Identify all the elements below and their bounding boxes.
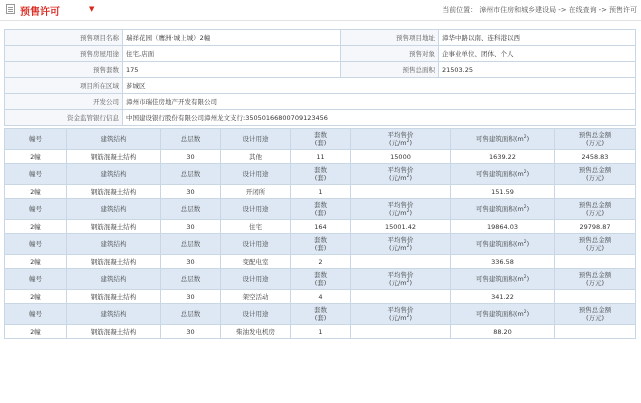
sets-label: 套数 <box>314 306 327 314</box>
sets-label: 套数 <box>314 236 327 244</box>
column-header-total <box>555 234 636 255</box>
table-header-row <box>5 304 636 325</box>
price-unit-suffix: ) <box>409 139 412 147</box>
column-header-structure: 建筑结构 <box>67 164 161 185</box>
project-address-label: 预售项目地址 <box>341 30 439 46</box>
column-header-floors: 总层数 <box>161 269 221 290</box>
cell-sets: 2 <box>291 255 351 269</box>
cell-price: 15001.42 <box>351 220 451 234</box>
price-label: 平均售价 <box>387 271 414 279</box>
area-unit-sup: 2 <box>523 274 527 280</box>
cell-structure: 钢筋混凝土结构 <box>67 290 161 304</box>
project-name-label: 预售项目名称 <box>5 30 123 46</box>
cell-sets: 1 <box>291 185 351 199</box>
cell-area: 341.22 <box>451 290 555 304</box>
total-label: 预售总金额 <box>578 306 612 314</box>
developer-label: 开发公司 <box>5 94 123 110</box>
cell-area: 19864.03 <box>451 220 555 234</box>
breadcrumb-prefix: 当前位置： <box>442 6 478 14</box>
cell-building: 2幢 <box>5 185 67 199</box>
house-use-label: 预售房屋用途 <box>5 46 123 62</box>
area-unit-prefix: 可售建筑面积(m <box>475 170 524 178</box>
units-label: 预售套数 <box>5 62 123 78</box>
price-unit-suffix: ) <box>409 209 412 217</box>
column-header-structure: 建筑结构 <box>67 129 161 150</box>
total-unit: (万元) <box>585 139 605 147</box>
sets-label: 套数 <box>314 166 327 174</box>
sets-unit: (套) <box>314 279 327 287</box>
info-row <box>5 30 636 46</box>
total-label: 预售总金额 <box>578 131 612 139</box>
column-header-price <box>351 199 451 220</box>
column-header-price <box>351 304 451 325</box>
price-unit-sup: 2 <box>406 138 410 144</box>
bank-label: 资金监管银行信息 <box>5 110 123 126</box>
cell-floors: 30 <box>161 150 221 164</box>
column-header-price <box>351 164 451 185</box>
cell-structure: 钢筋混凝土结构 <box>67 150 161 164</box>
table-header-row <box>5 234 636 255</box>
cell-area: 1639.22 <box>451 150 555 164</box>
table-row <box>5 255 636 269</box>
price-unit-suffix: ) <box>409 314 412 322</box>
total-label: 预售总金额 <box>578 236 612 244</box>
area-unit-suffix: ) <box>526 240 530 248</box>
cell-floors: 30 <box>161 185 221 199</box>
column-header-area <box>451 269 555 290</box>
price-unit-prefix: (元/m <box>389 209 407 217</box>
price-unit-prefix: (元/m <box>389 244 407 252</box>
price-label: 平均售价 <box>387 166 414 174</box>
breadcrumb-item[interactable]: 漳州市住房和城乡建设局 <box>479 6 557 14</box>
area-unit-suffix: ) <box>526 310 530 318</box>
area-unit-prefix: 可售建筑面积(m <box>475 275 524 283</box>
cell-price <box>351 325 451 339</box>
cell-sets: 11 <box>291 150 351 164</box>
sets-unit: (套) <box>314 174 327 182</box>
column-header-structure: 建筑结构 <box>67 304 161 325</box>
sets-unit: (套) <box>314 209 327 217</box>
price-unit-sup: 2 <box>406 208 410 214</box>
area-unit-sup: 2 <box>523 169 527 175</box>
table-row <box>5 150 636 164</box>
column-header-building: 幢号 <box>5 199 67 220</box>
info-row <box>5 94 636 110</box>
price-label: 平均售价 <box>387 201 414 209</box>
column-header-usage: 设计用途 <box>221 304 291 325</box>
info-row <box>5 62 636 78</box>
price-unit-suffix: ) <box>409 244 412 252</box>
cell-usage: 柴油发电机房 <box>221 325 291 339</box>
cell-price <box>351 185 451 199</box>
cell-usage: 开闭所 <box>221 185 291 199</box>
cell-total <box>555 255 636 269</box>
total-unit: (万元) <box>585 279 605 287</box>
column-header-usage: 设计用途 <box>221 199 291 220</box>
cell-usage: 住宅 <box>221 220 291 234</box>
cell-sets: 1 <box>291 325 351 339</box>
cell-area: 336.58 <box>451 255 555 269</box>
area-unit-suffix: ) <box>526 135 530 143</box>
project-address-value: 漳华中路以南、连科港以西 <box>439 30 636 46</box>
price-label: 平均售价 <box>387 131 414 139</box>
table-row <box>5 290 636 304</box>
column-header-structure: 建筑结构 <box>67 269 161 290</box>
project-name-value: 瑞祥花园（鹰洲·城上城）2幢 <box>123 30 341 46</box>
district-value: 芗城区 <box>123 78 636 94</box>
price-unit-suffix: ) <box>409 279 412 287</box>
cell-area: 151.59 <box>451 185 555 199</box>
cell-building: 2幢 <box>5 325 67 339</box>
total-unit: (万元) <box>585 244 605 252</box>
area-unit-suffix: ) <box>526 275 530 283</box>
column-header-usage: 设计用途 <box>221 129 291 150</box>
column-header-sets <box>291 199 351 220</box>
price-unit-sup: 2 <box>406 173 410 179</box>
column-header-building: 幢号 <box>5 164 67 185</box>
cell-structure: 钢筋混凝土结构 <box>67 185 161 199</box>
bank-value: 中国建设银行股份有限公司漳州龙文支行:35050166800709123456 <box>123 110 636 126</box>
column-header-floors: 总层数 <box>161 164 221 185</box>
total-unit: (万元) <box>585 174 605 182</box>
cell-usage: 架空活动 <box>221 290 291 304</box>
column-header-usage: 设计用途 <box>221 164 291 185</box>
cell-structure: 钢筋混凝土结构 <box>67 325 161 339</box>
cell-floors: 30 <box>161 255 221 269</box>
table-header-row <box>5 199 636 220</box>
cell-building: 2幢 <box>5 255 67 269</box>
breadcrumb-separator: -> <box>558 6 567 14</box>
cell-total <box>555 185 636 199</box>
column-header-usage: 设计用途 <box>221 234 291 255</box>
area-unit-prefix: 可售建筑面积(m <box>475 310 524 318</box>
cell-total <box>555 325 636 339</box>
area-unit-sup: 2 <box>523 309 527 315</box>
column-header-sets <box>291 164 351 185</box>
column-header-building: 幢号 <box>5 269 67 290</box>
column-header-price <box>351 129 451 150</box>
area-unit-prefix: 可售建筑面积(m <box>475 240 524 248</box>
area-unit-suffix: ) <box>526 205 530 213</box>
column-header-structure: 建筑结构 <box>67 234 161 255</box>
sets-unit: (套) <box>314 244 327 252</box>
column-header-sets <box>291 304 351 325</box>
column-header-price <box>351 269 451 290</box>
price-unit-prefix: (元/m <box>389 139 407 147</box>
column-header-area <box>451 234 555 255</box>
cell-building: 2幢 <box>5 220 67 234</box>
developer-value: 漳州市瑞佳房地产开发有限公司 <box>123 94 636 110</box>
column-header-floors: 总层数 <box>161 129 221 150</box>
price-unit-sup: 2 <box>406 313 410 319</box>
area-unit-suffix: ) <box>526 170 530 178</box>
cell-sets: 4 <box>291 290 351 304</box>
target-value: 企事业单位、团体、个人 <box>439 46 636 62</box>
content-area <box>4 29 636 339</box>
house-use-value: 住宅,店面 <box>123 46 341 62</box>
table-header-row <box>5 129 636 150</box>
cell-structure: 钢筋混凝土结构 <box>67 220 161 234</box>
column-header-building: 幢号 <box>5 129 67 150</box>
column-header-structure: 建筑结构 <box>67 199 161 220</box>
sets-label: 套数 <box>314 271 327 279</box>
info-row <box>5 110 636 126</box>
price-unit-prefix: (元/m <box>389 174 407 182</box>
column-header-sets <box>291 129 351 150</box>
cell-building: 2幢 <box>5 150 67 164</box>
area-unit-sup: 2 <box>523 204 527 210</box>
cell-floors: 30 <box>161 220 221 234</box>
breadcrumb-item: 预售许可 <box>609 6 637 14</box>
units-value: 175 <box>123 62 341 78</box>
price-unit-suffix: ) <box>409 174 412 182</box>
table-row <box>5 325 636 339</box>
column-header-usage: 设计用途 <box>221 269 291 290</box>
column-header-total <box>555 129 636 150</box>
building-units-table <box>4 128 636 339</box>
total-unit: (万元) <box>585 209 605 217</box>
total-label: 预售总金额 <box>578 271 612 279</box>
cell-total: 29798.87 <box>555 220 636 234</box>
column-header-price <box>351 234 451 255</box>
project-info-table <box>4 29 636 126</box>
cell-building: 2幢 <box>5 290 67 304</box>
sets-label: 套数 <box>314 131 327 139</box>
column-header-area <box>451 164 555 185</box>
column-header-floors: 总层数 <box>161 234 221 255</box>
district-label: 项目所在区域 <box>5 78 123 94</box>
column-header-sets <box>291 234 351 255</box>
sets-unit: (套) <box>314 314 327 322</box>
info-row <box>5 78 636 94</box>
total-unit: (万元) <box>585 314 605 322</box>
sets-unit: (套) <box>314 139 327 147</box>
cell-price <box>351 290 451 304</box>
table-row <box>5 220 636 234</box>
price-label: 平均售价 <box>387 236 414 244</box>
area-unit-sup: 2 <box>523 134 527 140</box>
table-row <box>5 185 636 199</box>
area-unit-prefix: 可售建筑面积(m <box>475 135 524 143</box>
target-label: 预售对象 <box>341 46 439 62</box>
area-unit-prefix: 可售建筑面积(m <box>475 205 524 213</box>
cell-usage: 变配电室 <box>221 255 291 269</box>
breadcrumb-item[interactable]: 在线查询 <box>568 6 597 14</box>
breadcrumb <box>440 5 637 15</box>
column-header-total <box>555 164 636 185</box>
area-unit-sup: 2 <box>523 239 527 245</box>
page-title: 预售许可 <box>20 7 60 18</box>
price-unit-sup: 2 <box>406 243 410 249</box>
price-unit-sup: 2 <box>406 278 410 284</box>
cell-floors: 30 <box>161 290 221 304</box>
column-header-sets <box>291 269 351 290</box>
cell-total <box>555 290 636 304</box>
column-header-area <box>451 129 555 150</box>
column-header-total <box>555 269 636 290</box>
column-header-floors: 总层数 <box>161 304 221 325</box>
price-unit-prefix: (元/m <box>389 279 407 287</box>
column-header-area <box>451 199 555 220</box>
page-header <box>0 0 641 21</box>
total-label: 预售总金额 <box>578 166 612 174</box>
info-row <box>5 46 636 62</box>
column-header-total <box>555 199 636 220</box>
cell-sets: 164 <box>291 220 351 234</box>
chevron-down-icon[interactable]: ▼ <box>89 5 95 13</box>
column-header-total <box>555 304 636 325</box>
cell-total: 2458.83 <box>555 150 636 164</box>
area-value: 21503.25 <box>439 62 636 78</box>
total-label: 预售总金额 <box>578 201 612 209</box>
cell-area: 88.20 <box>451 325 555 339</box>
column-header-building: 幢号 <box>5 304 67 325</box>
cell-structure: 钢筋混凝土结构 <box>67 255 161 269</box>
column-header-floors: 总层数 <box>161 199 221 220</box>
price-label: 平均售价 <box>387 306 414 314</box>
table-header-row <box>5 269 636 290</box>
table-header-row <box>5 164 636 185</box>
cell-usage: 其他 <box>221 150 291 164</box>
area-label: 预售总面积 <box>341 62 439 78</box>
breadcrumb-separator: -> <box>598 6 607 14</box>
cell-floors: 30 <box>161 325 221 339</box>
cell-price <box>351 255 451 269</box>
document-icon <box>6 4 15 14</box>
column-header-area <box>451 304 555 325</box>
column-header-building: 幢号 <box>5 234 67 255</box>
price-unit-prefix: (元/m <box>389 314 407 322</box>
cell-price: 15000 <box>351 150 451 164</box>
sets-label: 套数 <box>314 201 327 209</box>
